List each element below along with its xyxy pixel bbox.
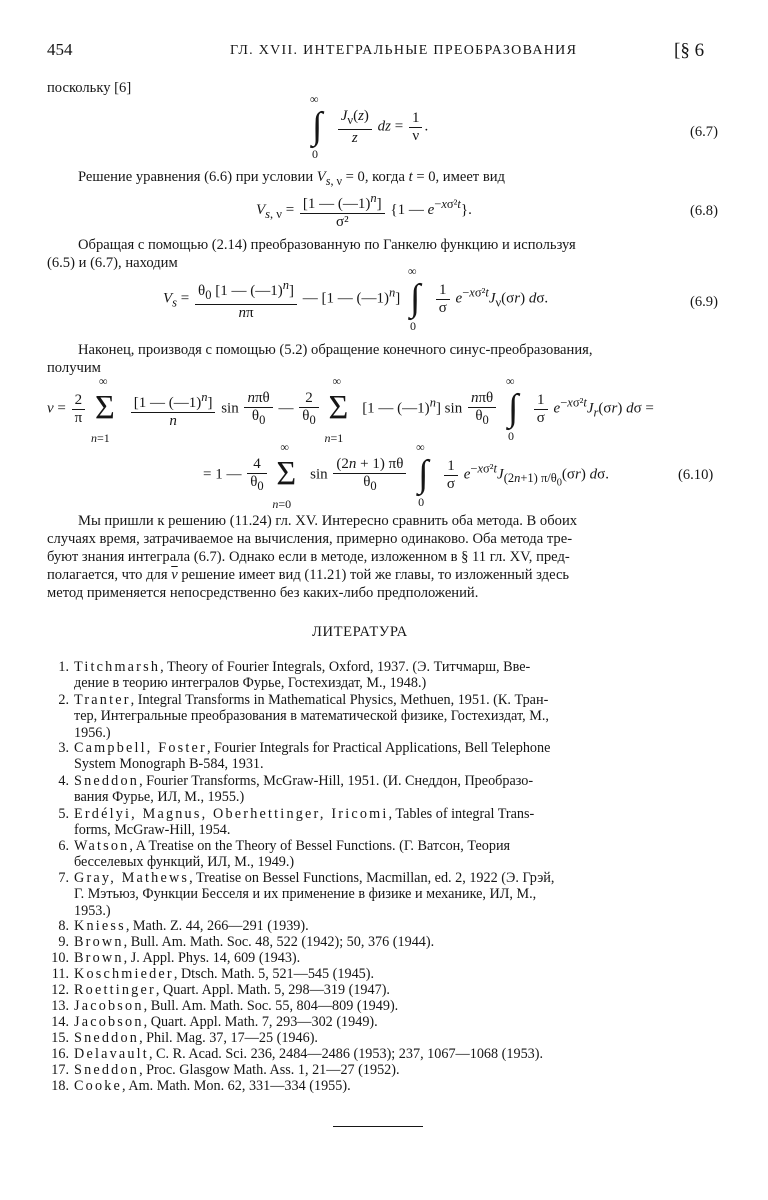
paragraph-line: случаях время, затрачиваемое на вычисления, примерно одинаково. Оба метода тре-	[47, 531, 573, 547]
reference-item: 18. Cooke, Am. Math. Mon. 62, 331—334 (1955).	[51, 1078, 351, 1094]
literature-title: ЛИТЕРАТУРА	[312, 624, 408, 640]
reference-item: 3. Campbell, Foster, Fourier Integrals for Practical Applications, Bell Telephone System Monograph B-584, 1931.	[58, 740, 551, 773]
reference-item: 1. Titchmarsh, Theory of Fourier Integrals, Oxford, 1937. (Э. Титчмарш, Вве- дение в теорию интегралов Фурье, Гостехиздат, М., 1948.)	[58, 659, 531, 692]
paragraph-line: буют знания интеграла (6.7). Однако если в методе, изложенном в § 11 гл. XV, пред-	[47, 549, 570, 565]
reference-item: 2. Tranter, Integral Transforms in Mathematical Physics, Methuen, 1951. (К. Тран- тер, Интегральные преобразования в математической физике, Гостехиздат, М., 1956.)	[58, 692, 549, 741]
paragraph-line: (6.5) и (6.7), находим	[47, 255, 178, 271]
section-marker: [§ 6	[674, 40, 705, 61]
reference-item: 9. Brown, Bull. Am. Math. Soc. 48, 522 (1942); 50, 376 (1944).	[58, 934, 435, 950]
paragraph-line: Решение уравнения (6.6) при условии $V_{s, \nu} = 0$, когда t = 0, имеет вид	[78, 169, 505, 188]
reference-item: 5. Erdélyi, Magnus, Oberhettinger, Iricomi, Tables of integral Trans- forms, McGraw-Hill, 1954.	[58, 806, 535, 839]
equation-number: (6.8)	[690, 203, 718, 219]
reference-item: 14. Jacobson, Quart. Appl. Math. 7, 293—302 (1949).	[51, 1014, 378, 1030]
equation-6-9: $V_s$ = $\frac{\theta_0 [1 — (—1)^n]}{n\pi}$ — [1 — (—1)$^n$] ∞ ∫ 0 $\frac{1}{\sigma}$ $e^{-x\sigma^2t}J_\nu(\sigma r)$ dσ.	[163, 264, 549, 333]
page-number: 454	[47, 40, 73, 59]
equation-6-10-line-1: v = $\frac{2}{\pi}$ ∞ Σ n=1 $\frac{[1 — (—1)^n]}{n}$ sin $\frac{\text{nπθ}}{\theta_0}$ — $\frac{2}{\theta_0}$ ∞ Σ n=1 [1 — (—1)$^n$] sin $\frac{\text{nπθ}}{\theta_0}$ ∞ ∫ 0 $\frac{1}{\sigma}$ $e^{-x\sigma^2t}J_r(\sigma r) d\sigma$ =	[47, 374, 654, 445]
paragraph-line: поскольку [6]	[47, 80, 132, 96]
reference-item: 13. Jacobson, Bull. Am. Math. Soc. 55, 804—809 (1949).	[51, 998, 399, 1014]
reference-item: 7. Gray, Mathews, Treatise on Bessel Functions, Macmillan, ed. 2, 1922 (Э. Грэй, Г. Мэтьюз, Функции Бесселя и их применение в физике и механике, ИЛ, М., 1953.)	[58, 870, 555, 919]
equation-6-8: $V_{s, \nu}$ = $\frac{[1 — (—1)^n]}{\text{σ²}}$ {1 — $e^{-x\sigma^2t}$}.	[256, 191, 472, 230]
equation-6-10-line-2: = 1 — $\frac{4}{\theta_0}$ ∞ Σ n=0 sin $\frac{(2n + 1) \pi\theta}{\theta_0}$ ∞ ∫ 0 $\frac{1}{\sigma}$ $e^{-x\sigma^2t}J_{(2n+1) \pi/\theta_0}(\sigma r)$ dσ.	[203, 440, 609, 511]
equation-number: (6.7)	[690, 124, 718, 140]
paragraph-line: получим	[47, 360, 101, 376]
paragraph-line: метод применяется непосредственно без каких-либо предположений.	[47, 585, 479, 601]
reference-item: 15. Sneddon, Phil. Mag. 37, 17—25 (1946).	[51, 1030, 318, 1046]
paragraph-line: полагается, что для $\overline{v}$ решение имеет вид (11.21) той же главы, то изложенный здесь	[47, 567, 570, 583]
equation-number: (6.10)	[678, 467, 714, 483]
reference-item: 8. Kniess, Math. Z. 44, 266—291 (1939).	[58, 918, 309, 934]
reference-item: 10. Brown, J. Appl. Phys. 14, 609 (1943).	[51, 950, 301, 966]
reference-item: 16. Delavault, C. R. Acad. Sci. 236, 2484—2486 (1953); 237, 1067—1068 (1953).	[51, 1046, 544, 1062]
paragraph-line: Обращая с помощью (2.14) преобразованную по Ганкелю функцию и используя	[78, 237, 576, 253]
reference-item: 4. Sneddon, Fourier Transforms, McGraw-Hill, 1951. (И. Снеддон, Преобразо- вания Фурье, ИЛ, М., 1955.)	[58, 773, 534, 806]
paragraph-line: Наконец, производя с помощью (5.2) обращение конечного синус-преобразования,	[78, 342, 593, 358]
equation-6-7: ∞ ∫ 0 $\frac{J_\nu(z)}{z}$ dz = $\frac{1}{\nu}$ .	[310, 92, 429, 161]
reference-item: 17. Sneddon, Proc. Glasgow Math. Ass. 1, 21—27 (1952).	[51, 1062, 400, 1078]
chapter-title: ГЛ. XVII. ИНТЕГРАЛЬНЫЕ ПРЕОБРАЗОВАНИЯ	[230, 43, 578, 58]
reference-item: 12. Roettinger, Quart. Appl. Math. 5, 298—319 (1947).	[51, 982, 390, 998]
reference-item: 6. Watson, A Treatise on the Theory of Bessel Functions. (Г. Ватсон, Теория бесселевых функций, ИЛ, М., 1949.)	[58, 838, 511, 871]
reference-item: 11. Koschmieder, Dtsch. Math. 5, 521—545 (1945).	[51, 966, 375, 982]
equation-number: (6.9)	[690, 294, 718, 310]
paragraph-line: Мы пришли к решению (11.24) гл. XV. Интересно сравнить оба метода. В обоих	[78, 513, 578, 529]
closing-rule	[333, 1126, 423, 1127]
